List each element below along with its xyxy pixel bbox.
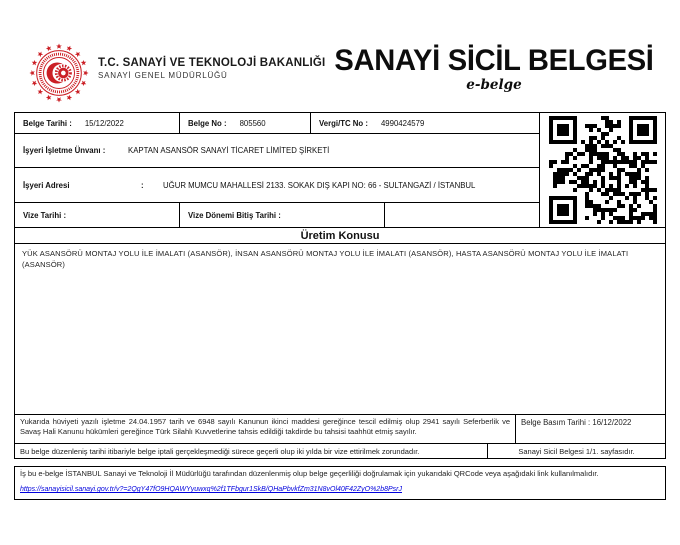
vize-tarihi-cell xyxy=(15,203,180,227)
ministry-header xyxy=(98,57,325,80)
qr-code-cell xyxy=(539,113,665,227)
legal-text: Yukarıda hüviyeti yazılı işletme 24.04.1957 tarih ve 6948 sayılı Kanunun ikinci maddesi gereğince tescil edilmiş olup 2941 sayılı Seferberlik ve Savaş Hali Kanunu hükümleri gereğince Türk Silahlı Kuvvetlerine tahsis edildiği takdirde bu tahsisi taahhüt etmiş sayılır. xyxy=(15,415,516,443)
ebelge-note: İş bu e-belge İSTANBUL Sanayi ve Teknoloji İl Müdürlüğü tarafından düzenlenmiş olup belge geçerliliği doğrulamak için yukarıdaki QRCode veya aşağıdaki link kullanılmalıdır. xyxy=(20,469,599,478)
adres-colon: : xyxy=(141,180,144,190)
table-row xyxy=(15,113,539,134)
empty-cell xyxy=(385,203,539,227)
table-row xyxy=(15,415,665,444)
uretim-konusu-header: Üretim Konusu xyxy=(15,228,665,244)
ministry-department: SANAYİ GENEL MÜDÜRLÜĞÜ xyxy=(98,71,228,80)
certificate-table xyxy=(14,112,666,459)
vize-tarihi-label: Vize Tarihi : xyxy=(23,210,67,220)
isyeri-adresi-row xyxy=(15,168,539,203)
belge-no-label: Belge No : xyxy=(188,118,227,128)
ministry-name: T.C. SANAYİ VE TEKNOLOJİ BAKANLIĞI xyxy=(98,57,326,69)
vize-donemi-cell xyxy=(180,203,385,227)
isletme-unvani-row xyxy=(15,134,539,168)
belge-no-value: 805560 xyxy=(239,118,266,128)
vergi-no-cell xyxy=(311,113,539,133)
vergi-no-label: Vergi/TC No : xyxy=(319,118,368,128)
validity-text: Bu belge düzenleniş tarihi itibariyle belge iptali gerçekleşmediği sürece geçerli olup iki yılda bir vize ettirilmek zorundadır. xyxy=(15,444,488,458)
belge-no-cell xyxy=(180,113,311,133)
unvan-label: İşyeri İşletme Ünvanı : xyxy=(23,146,106,155)
unvan-value: KAPTAN ASANSÖR SANAYİ TİCARET LİMİTED ŞİRKETİ xyxy=(128,146,330,155)
verification-box xyxy=(14,466,666,500)
belge-tarihi-cell xyxy=(15,113,180,133)
document-subtitle: e-belge xyxy=(466,77,522,93)
vergi-no-value: 4990424579 xyxy=(380,118,425,128)
verification-link[interactable]: https://sanayisicil.sanayi.gov.tr/v?=2QgY47fO9HQAWYyuwxq%2f1TFbgur1SkB/QHaPbvkfZm31N8vOl40F42ZyO%2b8PsrJ xyxy=(20,486,402,493)
qr-code-icon xyxy=(549,116,657,224)
adres-label: İşyeri Adresi xyxy=(23,180,70,190)
document-title: SANAYİ SİCİL BELGESİ xyxy=(334,44,654,77)
table-row xyxy=(15,444,665,458)
uretim-konusu-content: YÜK ASANSÖRÜ MONTAJ YOLU İLE İMALATI (ASANSÖR), İNSAN ASANSÖRÜ MONTAJ YOLU İLE İMALATI (ASANSÖR), HASTA ASANSÖRÜ MONTAJ YOLU İLE İMALATI (ASANSÖR) xyxy=(15,244,665,415)
vize-donemi-label: Vize Dönemi Bitiş Tarihi : xyxy=(188,210,281,220)
page-number-text: Sanayi Sicil Belgesi 1/1. sayfasıdır. xyxy=(518,446,635,456)
belge-tarihi-value: 15/12/2022 xyxy=(84,118,124,128)
document-title-block xyxy=(326,44,662,93)
adres-value: UĞUR MUMCU MAHALLESİ 2133. SOKAK DIŞ KAPI NO: 66 - SULTANGAZİ / İSTANBUL xyxy=(163,180,476,190)
ministry-emblem-icon xyxy=(28,42,90,104)
basim-tarihi: Belge Basım Tarihi : 16/12/2022 xyxy=(521,418,632,427)
table-row xyxy=(15,203,539,227)
belge-tarihi-label: Belge Tarihi : xyxy=(23,118,72,128)
